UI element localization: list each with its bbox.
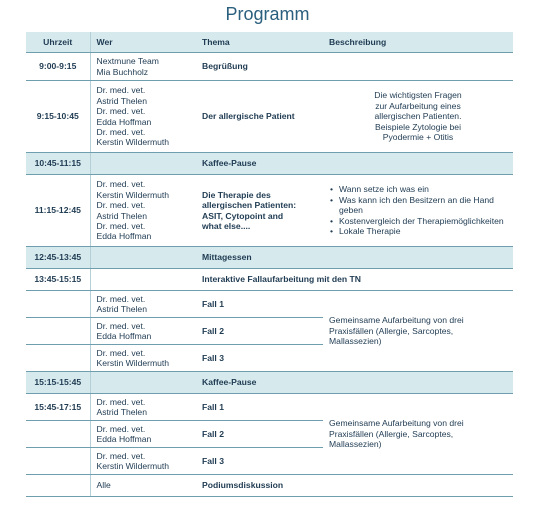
table-row <box>26 394 513 421</box>
row-description <box>323 53 513 81</box>
who-line: Dr. med. vet. <box>96 106 146 117</box>
row-time: 12:45-13:45 <box>26 247 90 269</box>
program-table <box>26 32 513 497</box>
table-header-row <box>26 32 513 53</box>
who-line: Dr. med. vet. <box>96 126 146 137</box>
row-time: 10:45-11:15 <box>26 153 90 175</box>
who-line: Astrid Thelen <box>96 304 147 314</box>
bullet-item: • Wann setze ich was ein <box>339 184 507 194</box>
header-description: Beschreibung <box>323 32 513 53</box>
table-row <box>26 153 513 175</box>
row-time: 9:00-9:15 <box>26 53 90 81</box>
row-topic: Fall 1 <box>196 394 323 421</box>
who-line: Dr. med. vet. <box>96 347 146 358</box>
table-row <box>26 175 513 247</box>
row-topic: Begrüßung <box>196 53 323 81</box>
header-time: Uhrzeit <box>26 32 90 53</box>
topic-line: allergischen Patienten: <box>202 200 297 211</box>
who-line: Dr. med. vet. <box>96 396 146 407</box>
header-topic: Thema <box>196 32 323 53</box>
who-line: Dr. med. vet. <box>96 179 146 190</box>
desc-line: Praxisfällen (Allergie, Sarcoptes, <box>329 428 454 439</box>
row-who <box>90 448 196 475</box>
who-line: Astrid Thelen <box>96 407 147 417</box>
who-line: Edda Hoffman <box>96 116 152 127</box>
topic-line: ASIT, Cytopoint and <box>202 210 284 221</box>
desc-line: Beispiele Zytologie bei <box>375 121 461 132</box>
header-who: Wer <box>90 32 196 53</box>
who-line: Astrid Thelen <box>96 210 147 221</box>
row-time: 13:45-15:15 <box>26 269 90 291</box>
table-row <box>26 372 513 394</box>
row-topic: Fall 2 <box>196 318 323 345</box>
row-topic: Der allergische Patient <box>196 81 323 153</box>
row-who <box>90 318 196 345</box>
row-description <box>323 175 513 247</box>
row-who <box>90 421 196 448</box>
desc-line: Die wichtigsten Fragen <box>374 90 462 101</box>
who-line: Kerstin Wildermuth <box>96 189 170 200</box>
row-time: 15:15-15:45 <box>26 372 90 394</box>
page-title: Programm <box>225 4 310 24</box>
group-description <box>323 291 513 372</box>
row-who <box>90 291 196 318</box>
row-topic: Kaffee-Pause <box>196 153 513 175</box>
row-who <box>90 175 196 247</box>
desc-line: Pyodermie + Otitis <box>382 132 454 143</box>
desc-line: Praxisfällen (Allergie, Sarcoptes, <box>329 325 454 336</box>
topic-line: what else.... <box>202 220 251 231</box>
who-line: Edda Hoffman <box>96 231 152 242</box>
bullet-item: • Lokale Therapie <box>339 226 507 236</box>
row-topic: Fall 3 <box>196 345 323 372</box>
row-topic <box>196 175 323 247</box>
bullet-item: • Kostenvergleich der Therapiemöglichkeiten <box>339 216 507 226</box>
who-line: Edda Hoffman <box>96 331 152 341</box>
who-line: Kerstin Wildermuth <box>96 358 170 368</box>
table-row <box>26 53 513 81</box>
row-topic: Fall 2 <box>196 421 323 448</box>
row-who <box>90 345 196 372</box>
who-line: Dr. med. vet. <box>96 85 146 96</box>
who-line: Mia Buchholz <box>96 66 149 77</box>
desc-line: Mallassezien) <box>329 336 382 347</box>
row-time: 15:45-17:15 <box>26 394 90 421</box>
row-description <box>323 81 513 153</box>
table-row <box>26 475 513 497</box>
row-topic: Fall 3 <box>196 448 323 475</box>
table-row <box>26 269 513 291</box>
row-who: Alle <box>90 475 196 497</box>
who-line: Dr. med. vet. <box>96 220 146 231</box>
who-line: Dr. med. vet. <box>96 450 146 461</box>
row-topic: Podiumsdiskussion <box>196 475 323 497</box>
table-row <box>26 247 513 269</box>
who-line: Edda Hoffman <box>96 434 152 444</box>
bullet-list <box>329 184 507 236</box>
bullet-item: • Was kann ich den Besitzern an die Hand geben <box>339 195 507 216</box>
row-time: 9:15-10:45 <box>26 81 90 153</box>
row-who <box>90 394 196 421</box>
desc-line: allergischen Patienten. <box>374 111 462 122</box>
row-topic: Fall 1 <box>196 291 323 318</box>
row-topic: Interaktive Fallaufarbeitung mit den TN <box>196 269 513 291</box>
group-description <box>323 394 513 475</box>
desc-line: Gemeinsame Aufarbeitung von drei <box>329 315 464 326</box>
row-who <box>90 81 196 153</box>
row-who <box>90 53 196 81</box>
who-line: Dr. med. vet. <box>96 293 146 304</box>
desc-line: Gemeinsame Aufarbeitung von drei <box>329 418 464 429</box>
desc-line: zur Aufarbeitung eines <box>375 100 461 111</box>
who-line: Dr. med. vet. <box>96 320 146 331</box>
desc-line: Mallassezien) <box>329 439 382 450</box>
who-line: Kerstin Wildermuth <box>96 137 170 148</box>
who-line: Kerstin Wildermuth <box>96 461 170 471</box>
table-row <box>26 291 513 318</box>
table-row <box>26 81 513 153</box>
row-topic: Kaffee-Pause <box>196 372 513 394</box>
who-line: Dr. med. vet. <box>96 423 146 434</box>
topic-line: Die Therapie des <box>202 189 271 200</box>
who-line: Dr. med. vet. <box>96 200 146 211</box>
row-topic: Mittagessen <box>196 247 513 269</box>
who-line: Nextmune Team <box>96 56 159 67</box>
who-line: Astrid Thelen <box>96 95 147 106</box>
row-time: 11:15-12:45 <box>26 175 90 247</box>
